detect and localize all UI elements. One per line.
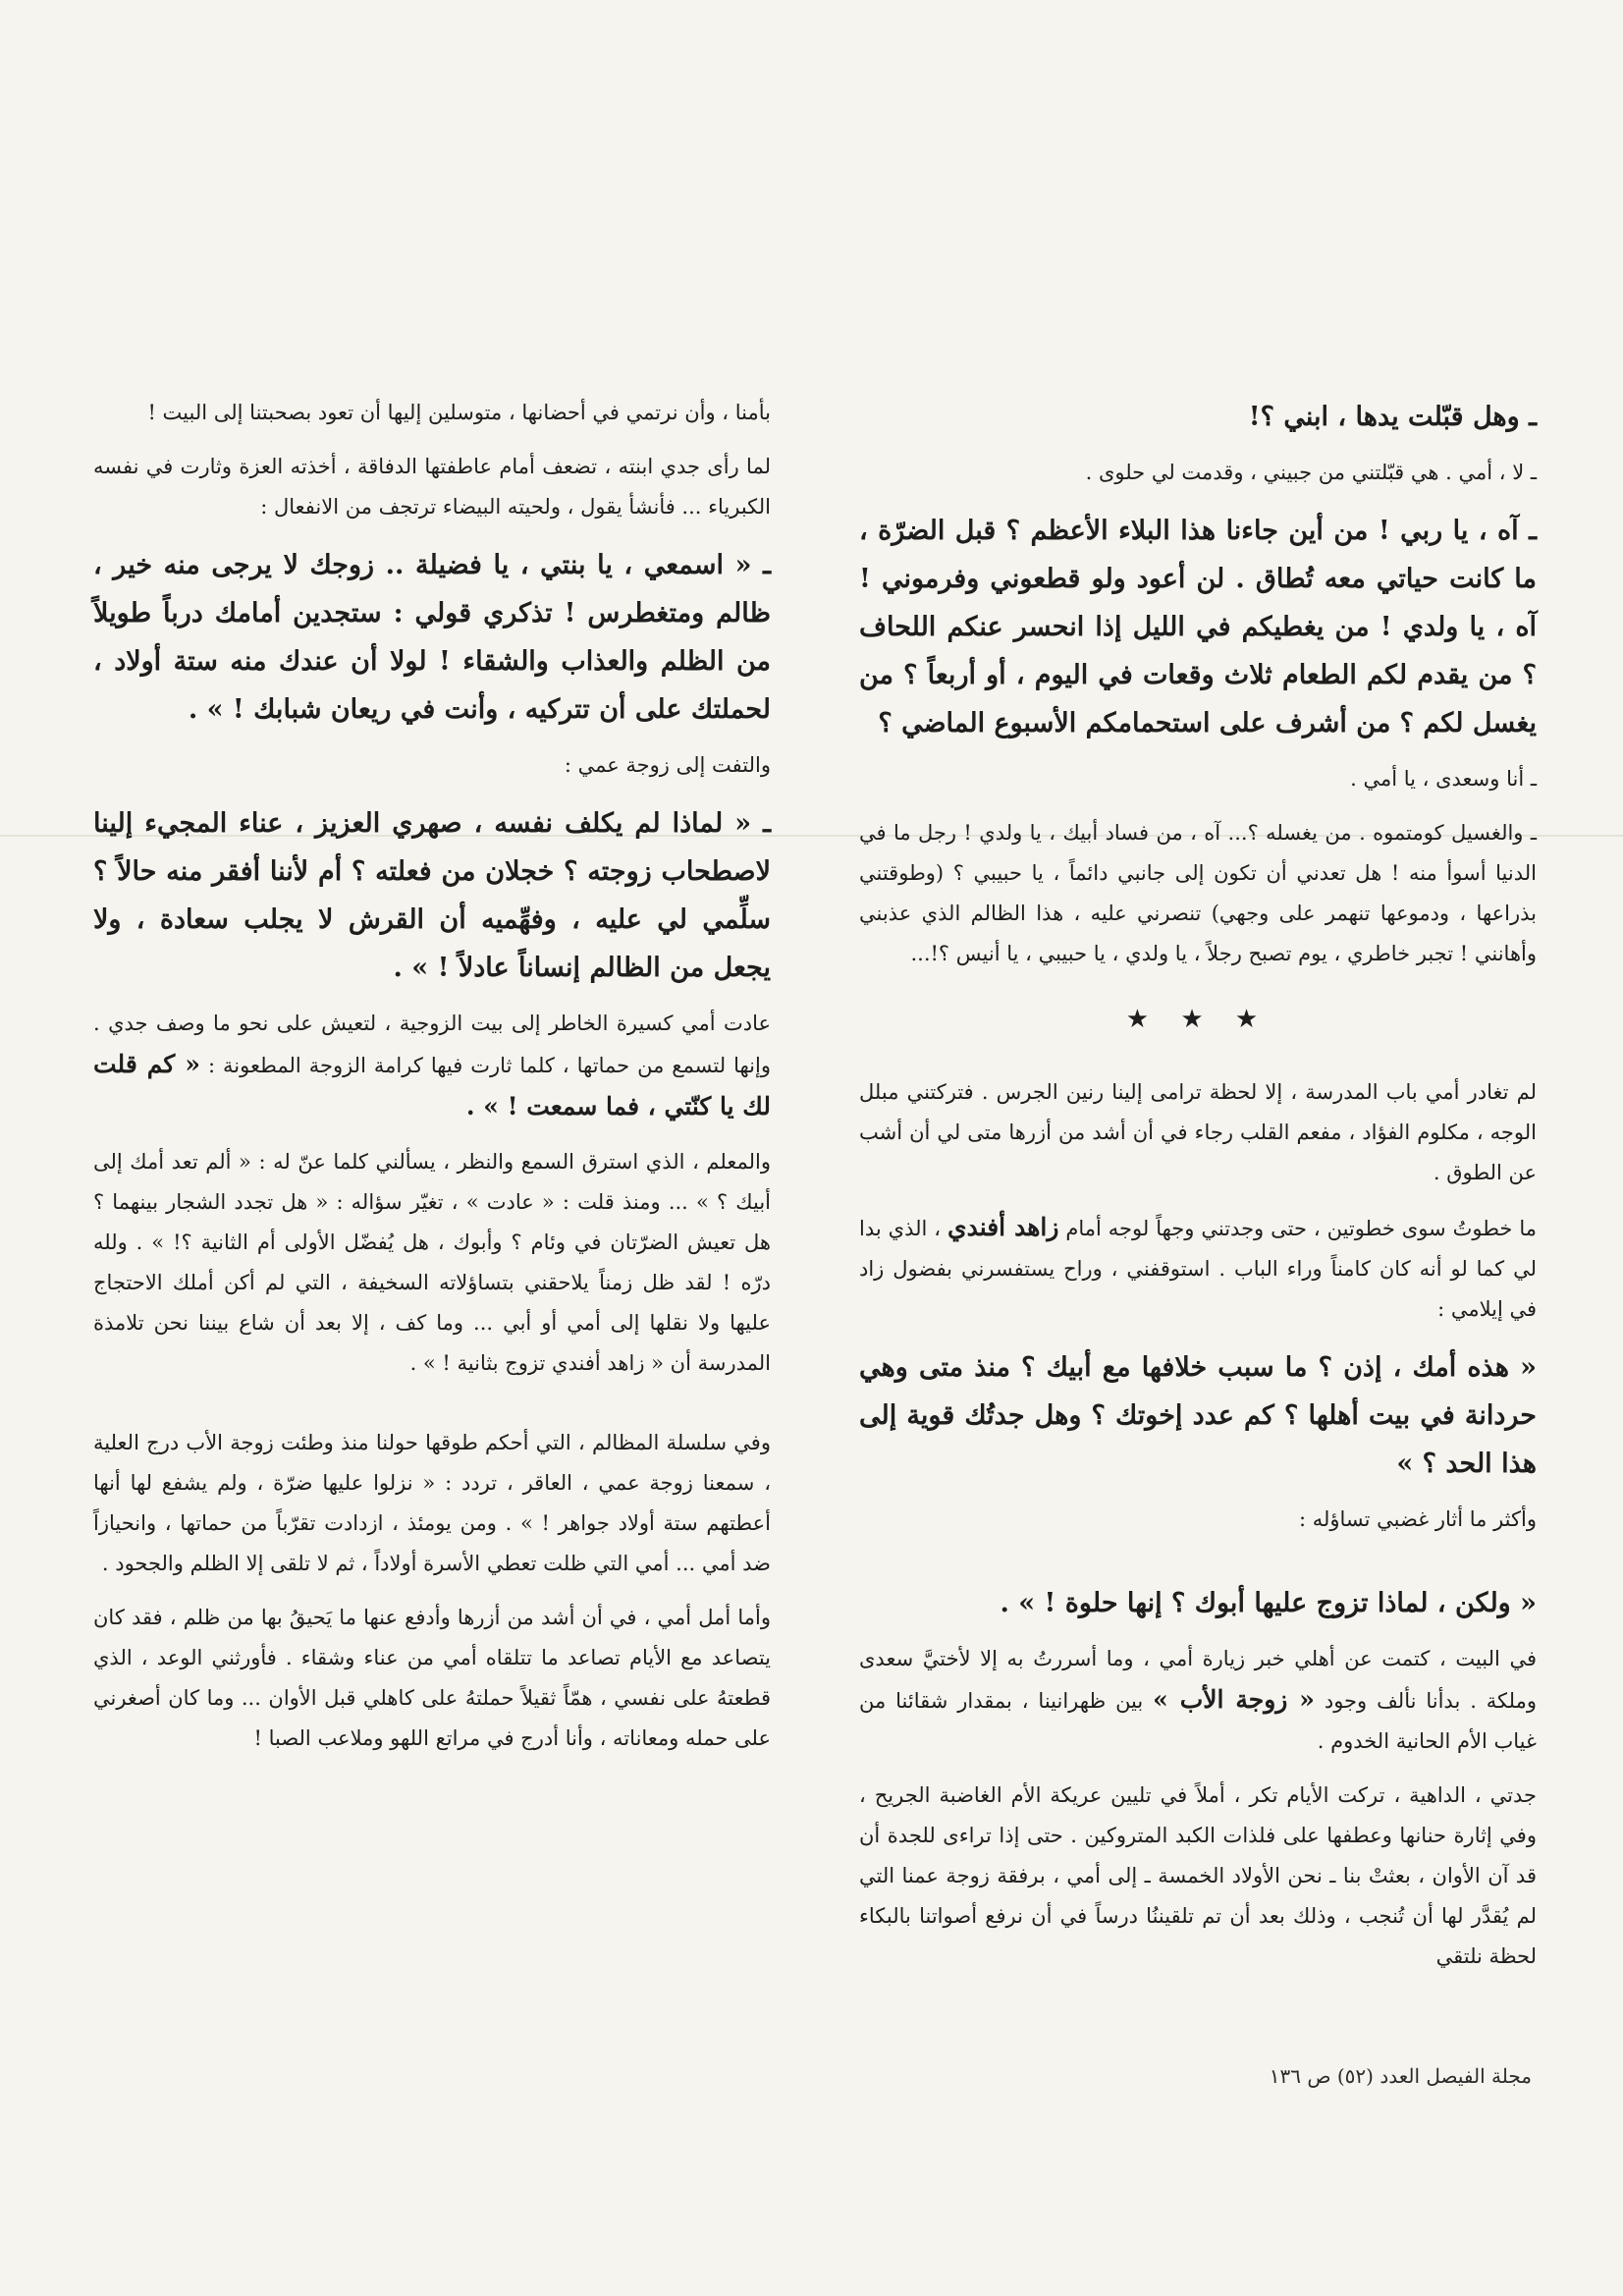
text-run: ما خطوتُ سوى خطوتين ، حتى وجدتني وجهاً لوجه أمام [1058, 1217, 1538, 1240]
name-highlight: زاهد أفندي [947, 1213, 1059, 1241]
paragraph [859, 1207, 1537, 1330]
paragraph: ـ والغسيل كومتموه . من يغسله ؟... آه ، من فساد أبيك ، يا ولدي ! رجل ما في الدنيا أسوأ منه ! هل تعدني أن تكون إلى جانبي دائماً ، يا حبيبي ؟ (وطوقتني بذراعها ، ودموعها تنهمر على وجهي) تنصرني عليه ، هذا الظالم الذي عذبني وأهانني ! تجبر خاطري ، يوم تصبح رجلاً ، يا ولدي ، يا حبيبي ، يا أنيس ؟!... [859, 821, 1537, 965]
paragraph: لم تغادر أمي باب المدرسة ، إلا لحظة ترامى إلينا رنين الجرس . فتركتني مبلل الوجه ، مكلوم الفؤاد ، مفعم القلب رجاء في أن أشد من أزرها متى لي أن أشب عن الطوق . [859, 1080, 1537, 1184]
paragraph: « هذه أمك ، إذن ؟ ما سبب خلافها مع أبيك ؟ منذ متى وهي حردانة في بيت أهلها ؟ كم عدد إخوتك ؟ وهل جدتُك قوية إلى هذا الحد ؟ » [859, 1352, 1537, 1479]
left-column [93, 393, 771, 1773]
paragraph: وفي سلسلة المظالم ، التي أحكم طوقها حولنا منذ وطئت زوجة الأب درج العلية ، سمعنا زوجة عمي ، العاقر ، تردد : « نزلوا عليها ضرّة ، ولم يشفع لها أنها أعطتهم ستة أولاد جواهر ! » . ومن يومئذ ، ازدادت تقرّباً من حماتها ، وانحيازاً ضد أمي ... أمي التي ظلت تعطي الأسرة أولاداً ، ثم لا تلقى إلا الظلم والجحود . [93, 1431, 771, 1575]
text-run: في البيت ، كتمت عن أهلي خبر زيارة أمي ، وما أسررتُ به إلا لأختيَّ سعدى وملكة . بدأنا نألف وجود [859, 1647, 1537, 1713]
quote-highlight: « كم قلت لك يا كنّتي ، فما سمعت ! » . [93, 1050, 771, 1121]
paragraph: وأكثر ما أثار غضبي تساؤله : [1298, 1507, 1537, 1531]
paragraph: « ولكن ، لماذا تزوج عليها أبوك ؟ إنها حلوة ! » . [1000, 1588, 1537, 1618]
paragraph: ـ آه ، يا ربي ! من أين جاءنا هذا البلاء الأعظم ؟ قبل الضرّة ، ما كانت حياتي معه تُطاق . لن أعود ولو قطعوني وفرموني ! آه ، يا ولدي ! من يغطيكم في الليل إذا انحسر عنكم اللحاف ؟ من يقدم لكم الطعام ثلاث وقعات في اليوم ، أو أربعاً ؟ من يغسل لكم ؟ من أشرف على استحمامكم الأسبوع الماضي ؟ [859, 516, 1537, 738]
paragraph: وأما أمل أمي ، في أن أشد من أزرها وأدفع عنها ما يَحيقُ بها من ظلم ، فقد كان يتصاعد مع الأيام تصاعد ما تتلقاه أمي من عناء وشقاء . فأورثني الوعد ، الذي قطعتهُ على نفسي ، همّاً ثقيلاً حملتهُ على كاهلي قبل الأوان ... وما كان أصغرني على حمله ومعاناته ، وأنا أدرج في مراتع اللهو وملاعب الصبا ! [93, 1606, 771, 1750]
right-column [859, 393, 1537, 1991]
paragraph: والمعلم ، الذي استرق السمع والنظر ، يسألني كلما عنّ له : « ألم تعد أمك إلى أبيك ؟ » ... ومنذ قلت : « عادت » ، تغيّر سؤاله : « هل تجدد الشجار بينهما ؟ هل تعيش الضرّتان في وئام ؟ وأبوك ، هل يُفضّل الأولى أم الثانية ؟! » . ولله درّه ! لقد ظل زمناً يلاحقني بتساؤلاته السخيفة ، التي لم أكن أملك الاحتجاج عليها ولا نقلها إلى أمي أو أبي ... وما كف ، إلا بعد أن شاع بيننا نحن تلامذة المدرسة أن « زاهد أفندي تزوج بثانية ! » . [93, 1150, 771, 1375]
paragraph: والتفت إلى زوجة عمي : [564, 753, 771, 777]
paragraph: ـ وهل قبّلت يدها ، ابني ؟! [1248, 402, 1537, 432]
paragraph [93, 1004, 771, 1128]
text-run: بين ظهرانينا ، بمقدار شقائنا من غياب الأم الحانية الخدوم . [859, 1689, 1537, 1753]
text-run: ، الذي بدا لي كما لو أنه كان كامناً وراء الباب . استوقفني ، وراح يستفسرني بفضول زاد في إيلامي : [859, 1217, 1537, 1321]
paragraph [859, 1639, 1537, 1762]
section-separator: ★ ★ ★ [1125, 1005, 1271, 1034]
paragraph: ـ « اسمعي ، يا بنتي ، يا فضيلة .. زوجك لا يرجى منه خير ، ظالم ومتغطرس ! تذكري قولي : ستجدين أمامك درباً طويلاً من الظلم والعذاب والشقاء ! لولا أن عندك منه ستة أولاد ، لحملتك على أن تتركيه ، وأنت في ريعان شبابك ! » . [93, 550, 771, 725]
page-footer: مجلة الفيصل العدد (٥٢) ص ١٣٦ [1269, 2064, 1532, 2088]
paragraph: جدتي ، الداهية ، تركت الأيام تكر ، أملاً في تليين عريكة الأم الغاضبة الجريح ، وفي إثارة حنانها وعطفها على فلذات الكبد المتروكين . حتى إذا تراءى للجدة أن قد آن الأوان ، بعثتْ بنا ـ نحن الأولاد الخمسة ـ إلى أمي ، برفقة زوجة عمنا التي لم يُقدَّر لها أن تُنجب ، وذلك بعد أن تم تلقيننُا درساً في أن نرفع أصواتنا بالبكاء لحظة نلتقي [859, 1783, 1537, 1968]
term-highlight: « زوجة الأب » [1153, 1685, 1315, 1714]
paragraph: ـ أنا وسعدى ، يا أمي . [1350, 767, 1537, 791]
paragraph: لما رأى جدي ابنته ، تضعف أمام عاطفتها الدفاقة ، أخذته العزة وثارت في نفسه الكبرياء ... فأنشأ يقول ، ولحيته البيضاء ترتجف من الانفعال : [93, 455, 771, 519]
paragraph: بأمنا ، وأن نرتمي في أحضانها ، متوسلين إليها أن تعود بصحبتنا إلى البيت ! [147, 401, 771, 424]
text-run: عادت أمي كسيرة الخاطر إلى بيت الزوجية ، لتعيش على نحو ما وصف جدي . وإنها لتسمع من حماتها ، كلما ثارت فيها كرامة الزوجة المطعونة : [93, 1011, 771, 1077]
paragraph: ـ لا ، أمي . هي قبّلتني من جبيني ، وقدمت لي حلوى . [1085, 461, 1537, 484]
paragraph: ـ « لماذا لم يكلف نفسه ، صهري العزيز ، عناء المجيء إلينا لاصطحاب زوجته ؟ خجلان من فعلته ؟ أم لأننا أفقر منه حالاً ؟ سلِّمي لي عليه ، وفهِّميه أن القرش لا يجلب سعادة ، ولا يجعل من الظالم إنساناً عادلاً ! » . [93, 808, 771, 983]
